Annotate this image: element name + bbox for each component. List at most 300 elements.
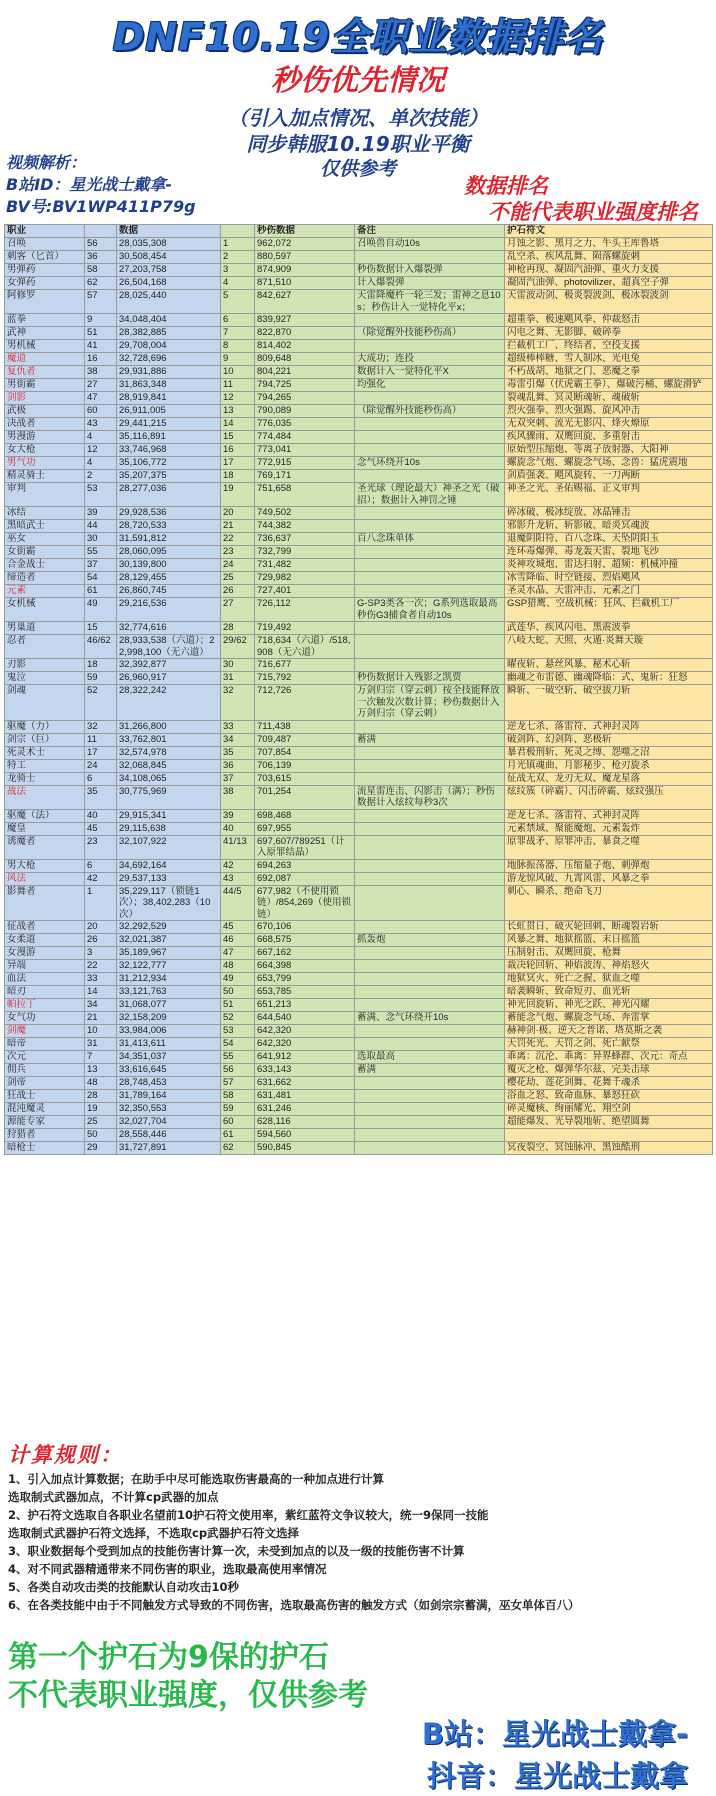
cell-col-4: 25	[221, 572, 255, 585]
cell-col-5: 842,627	[255, 290, 355, 314]
table-row	[5, 872, 713, 885]
cell-col-3: 31,863,348	[117, 379, 221, 392]
cell-col-1: 精灵骑士	[5, 470, 85, 483]
cell-col-6: 万剑归宗（穿云刺）按全技能释放一次触发次数计算；秒伤数据计入万剑归宗（穿云刺）	[355, 685, 505, 721]
cell-col-4: 45	[221, 921, 255, 934]
cell-col-1: 特工	[5, 759, 85, 772]
cell-col-3: 35,207,375	[117, 470, 221, 483]
table-row	[5, 1025, 713, 1038]
cell-col-5: 694,263	[255, 859, 355, 872]
cell-col-3: 29,115,638	[117, 822, 221, 835]
cell-col-5: 697,607/789251（计入原罪结晶）	[255, 835, 355, 859]
cell-col-3: 26,860,745	[117, 585, 221, 598]
cell-col-6	[355, 572, 505, 585]
cell-col-7: 游龙惊风破、九霄风雷、风暴之拳	[505, 872, 713, 885]
cell-col-2: 24	[85, 759, 117, 772]
cell-col-7: 裂魂乱舞、冥灵断魂斩、魂破斩	[505, 392, 713, 405]
cell-col-6	[355, 659, 505, 672]
cell-col-6: 计入爆裂弹	[355, 277, 505, 290]
cell-col-2: 60	[85, 405, 117, 418]
rule-item: 4、对不同武器精通带来不同伤害的职业，选取最高使用率情况	[8, 1562, 327, 1576]
cell-col-6	[355, 392, 505, 405]
cell-col-5: 707,854	[255, 746, 355, 759]
cell-col-2: 6	[85, 859, 117, 872]
cell-col-3: 32,158,209	[117, 1012, 221, 1025]
cell-col-7: 长虹贯日、破灭轮回刺、断魂裂岩斩	[505, 921, 713, 934]
cell-col-6	[355, 1090, 505, 1103]
cell-col-2: 30	[85, 533, 117, 546]
cell-col-4: 12	[221, 392, 255, 405]
cell-col-5: 628,116	[255, 1116, 355, 1129]
cell-col-6	[355, 720, 505, 733]
cell-col-5: 667,162	[255, 947, 355, 960]
cell-col-7: 地狱冥火、死亡之握、狱血之噬	[505, 973, 713, 986]
cell-col-7: 不朽战胡、地狱之门、恶魔之拳	[505, 366, 713, 379]
cell-col-6	[355, 1025, 505, 1038]
table-row	[5, 822, 713, 835]
cell-col-2: 34	[85, 999, 117, 1012]
cell-col-6	[355, 809, 505, 822]
cell-col-6: 召唤兽自动10s	[355, 238, 505, 251]
cell-col-2: 29	[85, 1142, 117, 1155]
note-line-3: 仅供参考	[319, 158, 396, 180]
cell-col-1: 女漫游	[5, 947, 85, 960]
cell-col-4: 47	[221, 947, 255, 960]
cell-col-5: 709,487	[255, 733, 355, 746]
cell-col-7: 乖离：沉沦、乖离：异界蜂群、次元：奇点	[505, 1051, 713, 1064]
cell-col-1: 暗刃	[5, 986, 85, 999]
cell-col-1: 龙骑士	[5, 772, 85, 785]
cell-col-2: 56	[85, 238, 117, 251]
cell-col-3: 29,708,004	[117, 340, 221, 353]
cell-col-1: 鬼泣	[5, 672, 85, 685]
cell-col-5: 718,634（六道）/518,908（无六道）	[255, 635, 355, 659]
cell-col-7: 护石符文	[505, 225, 713, 238]
rule-item: 3、职业数据每个受到加点的技能伤害计算一次，未受到加点的以及一级的技能伤害不计算	[8, 1544, 465, 1558]
table-row	[5, 1077, 713, 1090]
rule-item: 选取制式武器加点，不计算cp武器的加点	[8, 1490, 219, 1504]
cell-col-4: 20	[221, 507, 255, 520]
cell-col-4	[221, 225, 255, 238]
cell-col-7: 征战无双、龙刃无双、魔龙星落	[505, 772, 713, 785]
cell-col-2: 47	[85, 392, 117, 405]
rules-title: 计算规则：	[8, 1443, 123, 1467]
footer-line-2: 不代表职业强度，仅供参考	[8, 1678, 368, 1713]
cell-col-5: 822,870	[255, 327, 355, 340]
bv-number: BV号:BV1WP411P79g	[6, 197, 196, 216]
cell-col-7: 退魔阴阳符、百八念珠、天坠阴阳玉	[505, 533, 713, 546]
cell-col-3: 30,775,969	[117, 785, 221, 809]
cell-col-2: 46/62	[85, 635, 117, 659]
cell-col-1: 征战者	[5, 921, 85, 934]
cell-col-1: 剑影	[5, 392, 85, 405]
rules-list	[8, 1470, 712, 1614]
table-row	[5, 1012, 713, 1025]
cell-col-7: 元素禁域、聚能魔炮、元素轰炸	[505, 822, 713, 835]
cell-col-4: 51	[221, 999, 255, 1012]
cell-col-5: 814,402	[255, 340, 355, 353]
cell-col-4: 5	[221, 290, 255, 314]
cell-col-3: 32,027,704	[117, 1116, 221, 1129]
cell-col-1: 男漫游	[5, 431, 85, 444]
cell-col-2: 28	[85, 1090, 117, 1103]
ranking-table	[4, 224, 713, 1155]
cell-col-7: 神圣之光、圣佑赐福、正义审判	[505, 483, 713, 507]
table-row	[5, 392, 713, 405]
cell-col-6	[355, 418, 505, 431]
note-line-2: 同步韩服10.19职业平衡	[246, 132, 470, 156]
table-row	[5, 934, 713, 947]
cell-col-4: 58	[221, 1090, 255, 1103]
cell-col-7: 凝固汽油弹、photovilizer、超真空子弹	[505, 277, 713, 290]
cell-col-5: 809,648	[255, 353, 355, 366]
cell-col-3: 31,068,077	[117, 999, 221, 1012]
cell-col-6: 百八念珠单体	[355, 533, 505, 546]
cell-col-5: 804,221	[255, 366, 355, 379]
cell-col-5: 631,246	[255, 1103, 355, 1116]
cell-col-7: 螺旋念气炮、螺旋念气场、念兽：猛虎震地	[505, 457, 713, 470]
cell-col-3: 32,068,845	[117, 759, 221, 772]
cell-col-2: 40	[85, 809, 117, 822]
cell-col-7: 超能爆发、光导裂地斩、绝望圆舞	[505, 1116, 713, 1129]
cell-col-7: 曜夜斩、悬丝风暴、秘术心斩	[505, 659, 713, 672]
cell-col-7: 剑盾强袭、飓风旋转、一刀两断	[505, 470, 713, 483]
cell-col-5: 668,575	[255, 934, 355, 947]
cell-col-5: 769,171	[255, 470, 355, 483]
cell-col-3: 31,591,812	[117, 533, 221, 546]
cell-col-5: 711,438	[255, 720, 355, 733]
cell-col-5: 727,401	[255, 585, 355, 598]
cell-col-3: 28,919,841	[117, 392, 221, 405]
cell-col-1: 男弹药	[5, 264, 85, 277]
cell-col-5: 633,143	[255, 1064, 355, 1077]
cell-col-5: 706,139	[255, 759, 355, 772]
cell-col-2: 37	[85, 559, 117, 572]
cell-col-4: 55	[221, 1051, 255, 1064]
cell-col-4: 9	[221, 353, 255, 366]
cell-col-5: 871,510	[255, 277, 355, 290]
cell-col-6	[355, 973, 505, 986]
cell-col-7: 刺心、瞬杀、绝命飞刀	[505, 885, 713, 921]
cell-col-4: 26	[221, 585, 255, 598]
cell-col-3: 30,508,454	[117, 251, 221, 264]
cell-col-5: 794,265	[255, 392, 355, 405]
cell-col-2: 38	[85, 366, 117, 379]
cell-col-1: 诱魔者	[5, 835, 85, 859]
cell-col-2: 39	[85, 507, 117, 520]
cell-col-2: 45	[85, 822, 117, 835]
cell-col-3: 28,322,242	[117, 685, 221, 721]
table-row	[5, 746, 713, 759]
cell-col-5: 729,982	[255, 572, 355, 585]
cell-col-2: 33	[85, 973, 117, 986]
cell-col-6	[355, 251, 505, 264]
cell-col-4: 23	[221, 546, 255, 559]
cell-col-2: 1	[85, 885, 117, 921]
cell-col-2: 36	[85, 251, 117, 264]
cell-col-7: 连环毒爆弹、毒龙轰天雷、裂地飞沙	[505, 546, 713, 559]
table-row	[5, 1051, 713, 1064]
cell-col-3: 28,933,538（六道）；22,998,100（无六道）	[117, 635, 221, 659]
cell-col-6	[355, 960, 505, 973]
cell-col-4: 41/13	[221, 835, 255, 859]
cell-col-3: 35,189,967	[117, 947, 221, 960]
cell-col-2: 2	[85, 470, 117, 483]
cell-col-6	[355, 1116, 505, 1129]
cell-col-3: 28,720,533	[117, 520, 221, 533]
table-row	[5, 585, 713, 598]
cell-col-2: 27	[85, 379, 117, 392]
cell-col-1: 蓝拳	[5, 314, 85, 327]
cell-col-1: 战法	[5, 785, 85, 809]
cell-col-6	[355, 986, 505, 999]
cell-col-1: 男气功	[5, 457, 85, 470]
cell-col-6	[355, 759, 505, 772]
cell-col-4: 18	[221, 470, 255, 483]
table-row	[5, 885, 713, 921]
table-row	[5, 947, 713, 960]
cell-col-1: 武极	[5, 405, 85, 418]
cell-col-5: 715,792	[255, 672, 355, 685]
cell-col-7: 幽魂之布雷德、幽魂降临：式、鬼斩：狂怒	[505, 672, 713, 685]
cell-col-3: 29,441,215	[117, 418, 221, 431]
cell-col-1: 元素	[5, 585, 85, 598]
cell-col-6	[355, 1077, 505, 1090]
cell-col-4: 8	[221, 340, 255, 353]
cell-col-4: 24	[221, 559, 255, 572]
cell-col-4: 6	[221, 314, 255, 327]
cell-col-3: 35,229,117（锁链1次）；38,402,283（10次）	[117, 885, 221, 921]
cell-col-1: 狩猎者	[5, 1129, 85, 1142]
cell-col-5: 644,540	[255, 1012, 355, 1025]
cell-col-2: 23	[85, 835, 117, 859]
cell-col-4: 32	[221, 685, 255, 721]
cell-col-1: 缔造者	[5, 572, 85, 585]
cell-col-1: 巫女	[5, 533, 85, 546]
cell-col-2: 19	[85, 1103, 117, 1116]
cell-col-3: 31,789,164	[117, 1090, 221, 1103]
table-row	[5, 1103, 713, 1116]
cell-col-4: 44/5	[221, 885, 255, 921]
cell-col-3: 34,692,164	[117, 859, 221, 872]
cell-col-7: 超级棒棒糖、雪人制冰、光电兔	[505, 353, 713, 366]
cell-col-5: 962,072	[255, 238, 355, 251]
cell-col-6	[355, 1142, 505, 1155]
cell-col-6	[355, 872, 505, 885]
page-subtitle: 秒伤优先情况	[270, 63, 445, 97]
cell-col-2: 58	[85, 264, 117, 277]
cell-col-4: 33	[221, 720, 255, 733]
cell-col-4: 50	[221, 986, 255, 999]
cell-col-2: 44	[85, 520, 117, 533]
cell-col-4: 46	[221, 934, 255, 947]
cell-col-4: 52	[221, 1012, 255, 1025]
cell-col-6	[355, 431, 505, 444]
cell-col-7: 蓄能念气炮、螺旋念气场、奔雷掌	[505, 1012, 713, 1025]
footer-douyin: 抖音：星光战士戴拿	[426, 1759, 688, 1793]
cell-col-1: 审判	[5, 483, 85, 507]
cell-col-2: 6	[85, 772, 117, 785]
rank-note-1: 数据排名	[464, 174, 548, 198]
cell-col-2: 49	[85, 598, 117, 622]
cell-col-2: 9	[85, 314, 117, 327]
cell-col-5: 736,637	[255, 533, 355, 546]
cell-col-1: 暗枪士	[5, 1142, 85, 1155]
cell-col-3: 32,774,616	[117, 622, 221, 635]
cell-col-3: 28,558,446	[117, 1129, 221, 1142]
cell-col-3: 26,911,005	[117, 405, 221, 418]
cell-col-6	[355, 314, 505, 327]
cell-col-6: 抓轰炮	[355, 934, 505, 947]
cell-col-6	[355, 772, 505, 785]
cell-col-6: 蓄满	[355, 1064, 505, 1077]
cell-col-6	[355, 947, 505, 960]
table-row	[5, 431, 713, 444]
cell-col-3: 29,931,886	[117, 366, 221, 379]
cell-col-4: 28	[221, 622, 255, 635]
cell-col-6: 天雷降魔杵一轮三发；雷神之息10s；秒伤计入一觉特化平x；	[355, 290, 505, 314]
rule-item: 1、引入加点计算数据；在助手中尽可能选取伤害最高的一种加点进行计算	[8, 1472, 384, 1486]
cell-col-3: 32,292,529	[117, 921, 221, 934]
cell-col-6: 备注	[355, 225, 505, 238]
table-body	[5, 225, 713, 1155]
cell-col-4: 22	[221, 533, 255, 546]
cell-col-1: 魔皇	[5, 822, 85, 835]
cell-col-5: 790,089	[255, 405, 355, 418]
cell-col-6	[355, 1129, 505, 1142]
cell-col-7: 炎神攻城炮、雷达扫射、超频：机械冲撞	[505, 559, 713, 572]
cell-col-3: 27,203,758	[117, 264, 221, 277]
cell-col-3: 33,984,006	[117, 1025, 221, 1038]
table-row	[5, 546, 713, 559]
cell-col-7: 地脉振荡器、压缩量子炮、刺弹炮	[505, 859, 713, 872]
table-row	[5, 1129, 713, 1142]
cell-col-4: 37	[221, 772, 255, 785]
cell-col-6	[355, 859, 505, 872]
cell-col-3: 29,216,536	[117, 598, 221, 622]
cell-col-7: 瞬斩、一破空斩、破空拔刀斩	[505, 685, 713, 721]
table-row	[5, 1142, 713, 1155]
cell-col-3: 32,122,777	[117, 960, 221, 973]
table-row	[5, 327, 713, 340]
cell-col-4: 10	[221, 366, 255, 379]
cell-col-2	[85, 225, 117, 238]
table-row	[5, 772, 713, 785]
cell-col-2: 4	[85, 457, 117, 470]
cell-col-5: 874,909	[255, 264, 355, 277]
cell-col-2: 48	[85, 1077, 117, 1090]
cell-col-1: 决战者	[5, 418, 85, 431]
cell-col-1: 女弹药	[5, 277, 85, 290]
table-row	[5, 340, 713, 353]
cell-col-5: 726,112	[255, 598, 355, 622]
cell-col-5: 641,912	[255, 1051, 355, 1064]
cell-col-7: 冥夜裂空、冥蚀脉冲、黑蚀酷刑	[505, 1142, 713, 1155]
cell-col-3: 28,060,095	[117, 546, 221, 559]
cell-col-7: 逆龙七杀、落雷符、式神封灵阵	[505, 809, 713, 822]
cell-col-1: 武神	[5, 327, 85, 340]
cell-col-4: 54	[221, 1038, 255, 1051]
cell-col-1: 帕拉丁	[5, 999, 85, 1012]
cell-col-5: 880,597	[255, 251, 355, 264]
cell-col-7: 拦截机工厂、终结者、空投支援	[505, 340, 713, 353]
cell-col-5: 774,484	[255, 431, 355, 444]
table-row	[5, 733, 713, 746]
cell-col-6: 蓄满	[355, 733, 505, 746]
cell-col-3: 28,277,036	[117, 483, 221, 507]
cell-col-3: 29,915,341	[117, 809, 221, 822]
cell-col-1: 刃影	[5, 659, 85, 672]
cell-col-4: 16	[221, 444, 255, 457]
cell-col-3: 26,960,917	[117, 672, 221, 685]
cell-col-1: 佣兵	[5, 1064, 85, 1077]
cell-col-5: 744,382	[255, 520, 355, 533]
cell-col-5: 716,677	[255, 659, 355, 672]
cell-col-7: 八岐大蛇、天照、火遁·炎舞天璇	[505, 635, 713, 659]
cell-col-1: 黑暗武士	[5, 520, 85, 533]
cell-col-3: 28,025,440	[117, 290, 221, 314]
table-row	[5, 507, 713, 520]
cell-col-3: 32,350,553	[117, 1103, 221, 1116]
cell-col-7: 神枪再现、凝固汽油弹、重火力支援	[505, 264, 713, 277]
cell-col-6: 蓄满、念气环绕开10s	[355, 1012, 505, 1025]
cell-col-2: 31	[85, 1038, 117, 1051]
cell-col-1: 混沌魔灵	[5, 1103, 85, 1116]
cell-col-2: 3	[85, 947, 117, 960]
cell-col-4: 35	[221, 746, 255, 759]
cell-col-6: 秒伤数据计入残影之凯贾	[355, 672, 505, 685]
cell-col-4: 48	[221, 960, 255, 973]
cell-col-2: 52	[85, 685, 117, 721]
cell-col-5: 703,615	[255, 772, 355, 785]
cell-col-1: 狂战士	[5, 1090, 85, 1103]
table-row	[5, 290, 713, 314]
cell-col-6	[355, 835, 505, 859]
cell-col-2: 7	[85, 1051, 117, 1064]
cell-col-2: 12	[85, 444, 117, 457]
cell-col-6: 均强化	[355, 379, 505, 392]
cell-col-1: 女气功	[5, 1012, 85, 1025]
cell-col-3: 32,728,696	[117, 353, 221, 366]
cell-col-5: 631,662	[255, 1077, 355, 1090]
cell-col-2: 55	[85, 546, 117, 559]
table-row	[5, 598, 713, 622]
cell-col-7: 天雷波动剑、极炎裂波剑、极冰裂波剑	[505, 290, 713, 314]
cell-col-1: 刺客（匕首）	[5, 251, 85, 264]
cell-col-2: 21	[85, 1012, 117, 1025]
cell-col-4: 62	[221, 1142, 255, 1155]
cell-col-1: 女大枪	[5, 444, 85, 457]
cell-col-4: 17	[221, 457, 255, 470]
cell-col-1: 剑魔	[5, 1025, 85, 1038]
cell-col-3: 34,048,404	[117, 314, 221, 327]
rule-item: 6、在各类技能中由于不同触发方式导致的不同伤害，选取最高伤害的触发方式（如剑宗宗蓄满，巫女单体百八）	[8, 1598, 580, 1612]
cell-col-4: 57	[221, 1077, 255, 1090]
cell-col-2: 25	[85, 1116, 117, 1129]
cell-col-5: 712,726	[255, 685, 355, 721]
table-row	[5, 444, 713, 457]
cell-col-5: 692,087	[255, 872, 355, 885]
table-row	[5, 483, 713, 507]
cell-col-2: 42	[85, 872, 117, 885]
table-row	[5, 999, 713, 1012]
cell-col-7: 逆龙七杀、落雷符、式神封灵阵	[505, 720, 713, 733]
cell-col-1: 死灵术士	[5, 746, 85, 759]
cell-col-5: 773,041	[255, 444, 355, 457]
cell-col-4: 29/62	[221, 635, 255, 659]
cell-col-5: 590,845	[255, 1142, 355, 1155]
cell-col-1: 暗帝	[5, 1038, 85, 1051]
